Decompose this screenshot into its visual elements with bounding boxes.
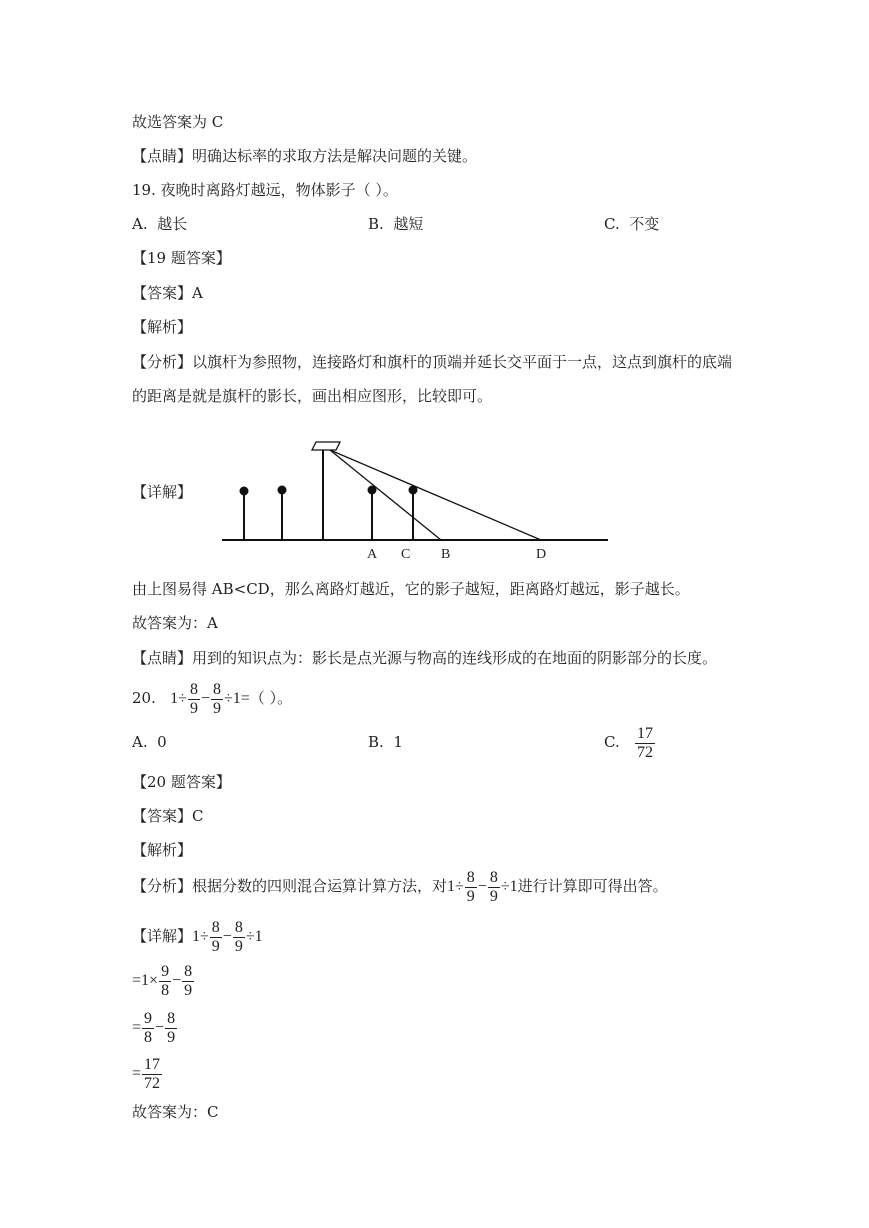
dianjing-note: 【点睛】明确达标率的求取方法是解决问题的关键。: [132, 147, 478, 165]
math-one: 1: [170, 690, 179, 707]
option-text: 1: [393, 733, 403, 751]
fraction: $\frac{17}{72}$: [144, 1055, 161, 1092]
q19-conclusion: 由上图易得 AB<CD，那么离路灯越近，它的影子越短，距离路灯越远，影子越长。: [132, 580, 690, 598]
label-a: A: [367, 547, 378, 562]
option-label: A.: [132, 733, 148, 751]
q20-jiexi: 【解析】: [132, 841, 193, 859]
q19-fenxi-line2: 的距离是就是旗杆的影长，画出相应图形，比较即可。: [132, 387, 493, 405]
label-c: C: [401, 547, 411, 562]
q19-xiangjie: 【详解】: [132, 483, 193, 501]
q20-option-a: [132, 732, 167, 752]
pole-top-a: [368, 486, 377, 495]
q19-option-b: [368, 214, 423, 234]
fraction: $\frac{8}{9}$: [212, 680, 221, 717]
q19-dianjing: 【点睛】用到的知识点为：影长是点光源与物高的连线形成的在地面的阴影部分的长度。: [132, 649, 718, 667]
lamp-icon: [312, 442, 340, 450]
question-19: 19. 夜晚时离路灯越远，物体影子（ ）。: [132, 181, 398, 199]
option-text: 不变: [629, 215, 660, 233]
fraction: $\frac{8}{9}$: [184, 962, 193, 999]
step-3: = $\frac{17}{72}$: [132, 1055, 161, 1092]
fraction: $\frac{8}{9}$: [466, 868, 475, 905]
option-label: A.: [132, 215, 148, 233]
question-number: 20.: [132, 689, 156, 707]
q20-answer: 【答案】C: [132, 807, 204, 825]
q19-option-c: [604, 214, 659, 234]
pole-top-1: [240, 487, 249, 496]
label-b: B: [441, 547, 451, 562]
fraction: $\frac{9}{8}$: [144, 1009, 153, 1046]
option-label: B.: [368, 733, 384, 751]
option-text: 越短: [393, 215, 424, 233]
q20-xiangjie: 【详解】1÷ $\frac{8}{9}$ − $\frac{8}{9}$ ÷1: [132, 918, 263, 955]
q19-option-a: [132, 214, 187, 234]
step-2: = $\frac{9}{8}$ − $\frac{8}{9}$: [132, 1009, 176, 1046]
q19-final: 故答案为：A: [132, 614, 218, 632]
q19-answer: 【答案】A: [132, 284, 203, 302]
option-text: 越长: [157, 215, 188, 233]
q20-option-c: [604, 721, 656, 763]
option-text: 0: [157, 733, 167, 751]
q20-answer-header: 【20 题答案】: [132, 773, 231, 791]
q19-fenxi-line1: 【分析】以旗杆为参照物，连接路灯和旗杆的顶端并延长交平面于一点，这点到旗杆的底端: [132, 353, 733, 371]
question-20: [132, 676, 292, 721]
fraction: $\frac{8}{9}$: [167, 1009, 176, 1046]
math-div: ÷: [178, 690, 187, 707]
light-ray-cd: [330, 450, 541, 540]
q20-option-b: [368, 732, 403, 752]
fraction: $\frac{8}{9}$: [211, 918, 220, 955]
math-minus: −: [200, 690, 210, 707]
fraction: $\frac{8}{9}$: [234, 918, 243, 955]
fraction: $\frac{8}{9}$: [489, 868, 498, 905]
q20-final: 故答案为：C: [132, 1103, 219, 1121]
step-1: =1× $\frac{9}{8}$ − $\frac{8}{9}$: [132, 962, 193, 999]
pole-top-c: [409, 486, 418, 495]
answer-blank: （ ）。: [249, 689, 293, 707]
q19-answer-header: 【19 题答案】: [132, 249, 231, 267]
pole-top-2: [278, 486, 287, 495]
option-label: B.: [368, 215, 384, 233]
fraction: $\frac{8}{9}$: [189, 680, 198, 717]
option-label: C.: [604, 733, 620, 751]
fraction: $\frac{9}{8}$: [161, 962, 170, 999]
math-div: ÷: [223, 690, 233, 707]
text-line: 故选答案为 C: [132, 113, 224, 131]
label-d: D: [536, 547, 547, 562]
shadow-diagram: [0, 430, 869, 570]
fraction: $\frac{17}{72}$: [637, 724, 654, 761]
q19-jiexi: 【解析】: [132, 318, 193, 336]
option-label: C.: [604, 215, 620, 233]
math-one: 1: [232, 690, 241, 707]
light-ray-ab: [330, 450, 441, 540]
q20-fenxi: 【分析】根据分数的四则混合运算计算方法，对1÷ $\frac{8}{9}$ − $\frac{8}{9}$ ÷1进行计算即可得出答。: [132, 868, 668, 905]
math-eq: =: [240, 690, 250, 707]
